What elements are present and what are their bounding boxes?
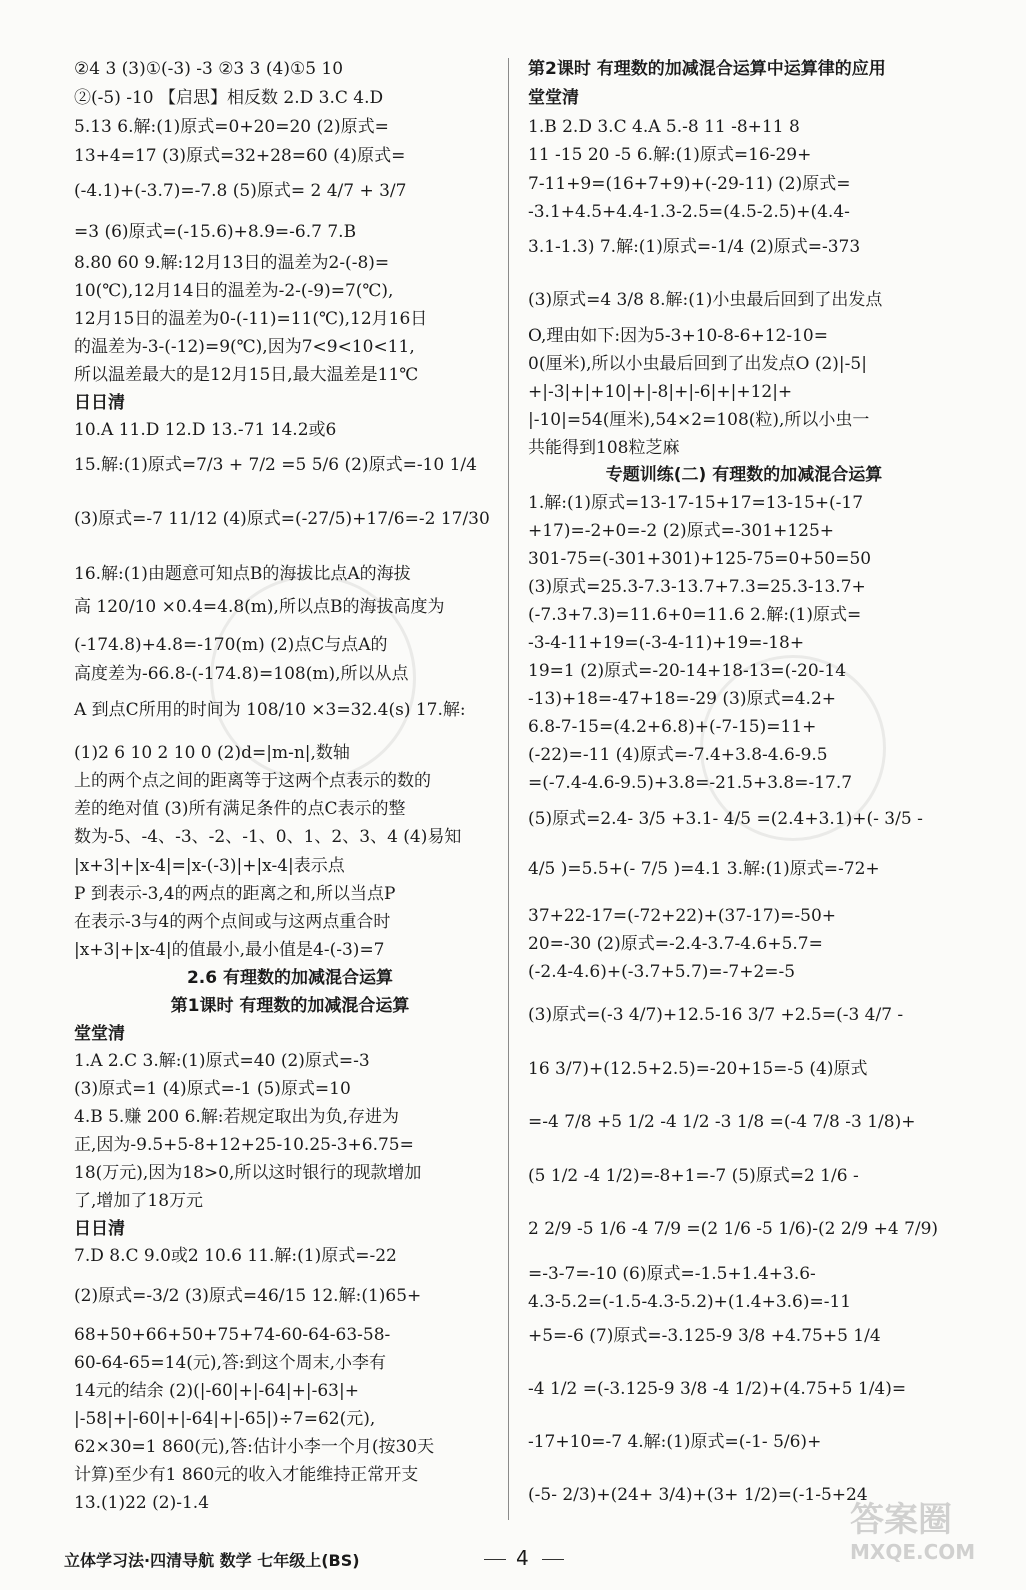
left-line: P 到表示-3,4的两点的距离之和,所以当点P	[74, 884, 396, 904]
left-line: 10.A 11.D 12.D 13.-71 14.2或6	[74, 420, 337, 440]
left-line: 所以温差最大的是12月15日,最大温差是11℃	[74, 365, 419, 385]
left-line: 60-64-65=14(元),答:到这个周末,小李有	[74, 1353, 387, 1373]
right-line: 2 2/9 -5 1/6 -4 7/9 =(2 1/6 -5 1/6)-(2 2/9 +4 7/9)	[528, 1219, 939, 1239]
right-line: =(-7.4-4.6-9.5)+3.8=-21.5+3.8=-17.7	[528, 773, 853, 793]
left-line: 12月15日的温差为0-(-11)=11(℃),12月16日	[74, 309, 428, 329]
right-line: +5=-6 (7)原式=-3.125-9 3/8 +4.75+5 1/4	[528, 1326, 881, 1346]
right-line: 堂堂清	[528, 88, 579, 108]
right-line: -3.1+4.5+4.4-1.3-2.5=(4.5-2.5)+(4.4-	[528, 202, 850, 222]
left-line: (2)原式=-3/2 (3)原式=46/15 12.解:(1)65+	[74, 1286, 422, 1306]
right-line: 0(厘米),所以小虫最后回到了出发点O (2)|-5|	[528, 354, 867, 374]
right-line: (-7.3+7.3)=11.6+0=11.6 2.解:(1)原式=	[528, 605, 862, 625]
right-line: (3)原式=4 3/8 8.解:(1)小虫最后回到了出发点	[528, 290, 883, 310]
right-line: 7-11+9=(16+7+9)+(-29-11) (2)原式=	[528, 174, 851, 194]
right-line: 4.3-5.2=(-1.5-4.3-5.2)+(1.4+3.6)=-11	[528, 1292, 852, 1312]
left-line: (-174.8)+4.8=-170(m) (2)点C与点A的	[74, 635, 388, 655]
left-line: 5.13 6.解:(1)原式=0+20=20 (2)原式=	[74, 117, 389, 137]
right-line: 共能得到108粒芝麻	[528, 438, 680, 458]
left-line: 堂堂清	[74, 1024, 125, 1044]
watermark-logo: 答案圈 MXQE.COM	[850, 1500, 976, 1564]
right-line: =-3-7=-10 (6)原式=-1.5+1.4+3.6-	[528, 1264, 816, 1284]
right-line: =-4 7/8 +5 1/2 -4 1/2 -3 1/8 =(-4 7/8 -3 1/8)+	[528, 1112, 916, 1132]
right-line: 第2课时 有理数的加减混合运算中运算律的应用	[528, 59, 886, 79]
left-line: =3 (6)原式=(-15.6)+8.9=-6.7 7.B	[74, 222, 357, 242]
right-line: 37+22-17=(-72+22)+(37-17)=-50+	[528, 906, 837, 926]
left-line: (3)原式=-7 11/12 (4)原式=(-27/5)+17/6=-2 17/30	[74, 509, 490, 529]
left-line: 日日清	[74, 1219, 125, 1239]
left-line: 4.B 5.赚 200 6.解:若规定取出为负,存进为	[74, 1107, 399, 1127]
right-section-heading: 专题训练(二) 有理数的加减混合运算	[605, 465, 883, 485]
left-line: 15.解:(1)原式=7/3 + 7/2 =5 5/6 (2)原式=-10 1/4	[74, 455, 477, 475]
right-line: (3)原式=25.3-7.3-13.7+7.3=25.3-13.7+	[528, 577, 866, 597]
left-line: 13+4=17 (3)原式=32+28=60 (4)原式=	[74, 146, 406, 166]
right-line: (-22)=-11 (4)原式=-7.4+3.8-4.6-9.5	[528, 745, 828, 765]
left-line: |-58|+|-60|+|-64|+|-65|)÷7=62(元),	[74, 1409, 376, 1429]
right-line: -3-4-11+19=(-3-4-11)+19=-18+	[528, 633, 805, 653]
left-line: 差的绝对值 (3)所有满足条件的点C表示的整	[74, 799, 406, 819]
right-line: 6.8-7-15=(4.2+6.8)+(-7-15)=11+	[528, 717, 817, 737]
right-line: 3.1-1.3) 7.解:(1)原式=-1/4 (2)原式=-373	[528, 237, 861, 257]
right-line: (-5- 2/3)+(24+ 3/4)+(3+ 1/2)=(-1-5+24	[528, 1485, 868, 1505]
right-line: 1.B 2.D 3.C 4.A 5.-8 11 -8+11 8	[528, 117, 800, 137]
right-line: (5 1/2 -4 1/2)=-8+1=-7 (5)原式=2 1/6 -	[528, 1166, 859, 1186]
right-line: 16 3/7)+(12.5+2.5)=-20+15=-5 (4)原式	[528, 1059, 868, 1079]
left-line: 62×30=1 860(元),答:估计小李一个月(按30天	[74, 1437, 435, 1457]
right-line: -4 1/2 =(-3.125-9 3/8 -4 1/2)+(4.75+5 1/4)=	[528, 1379, 907, 1399]
left-line: (1)2 6 10 2 10 0 (2)d=|m-n|,数轴	[74, 743, 350, 763]
left-line: 14元的结余 (2)(|-60|+|-64|+|-63|+	[74, 1381, 359, 1401]
page-number: 4	[516, 1546, 529, 1570]
left-line: 在表示-3与4的两个点间或与这两点重合时	[74, 912, 391, 932]
left-line: A 到点C所用的时间为 108/10 ×3=32.4(s) 17.解:	[74, 700, 466, 720]
right-line: 20=-30 (2)原式=-2.4-3.7-4.6+5.7=	[528, 934, 823, 954]
right-line: 19=1 (2)原式=-20-14+18-13=(-20-14	[528, 661, 847, 681]
right-line: 11 -15 20 -5 6.解:(1)原式=16-29+	[528, 145, 812, 165]
left-line: 上的两个点之间的距离等于这两个点表示的数的	[74, 771, 431, 791]
footer-title: 立体学习法·四清导航 数学 七年级上(BS)	[64, 1551, 360, 1570]
right-line: 301-75=(-301+301)+125-75=0+50=50	[528, 549, 872, 569]
left-section-heading: 第1课时 有理数的加减混合运算	[170, 996, 410, 1016]
left-line: 7.D 8.C 9.0或2 10.6 11.解:(1)原式=-22	[74, 1246, 397, 1266]
left-line: 10(℃),12月14日的温差为-2-(-9)=7(℃),	[74, 281, 394, 301]
left-line: 18(万元),因为18>0,所以这时银行的现款增加	[74, 1163, 422, 1183]
right-line: O,理由如下:因为5-3+10-8-6+12-10=	[528, 326, 828, 346]
left-line: |x+3|+|x-4|的值最小,最小值是4-(-3)=7	[74, 940, 385, 960]
left-line: ②4 3 (3)①(-3) -3 ②3 3 (4)①5 10	[74, 59, 344, 79]
left-line: 16.解:(1)由题意可知点B的海拔比点A的海拔	[74, 564, 411, 584]
footer-dash-left	[484, 1559, 506, 1560]
right-line: (3)原式=(-3 4/7)+12.5-16 3/7 +2.5=(-3 4/7 -	[528, 1005, 904, 1025]
right-line: |-10|=54(厘米),54×2=108(粒),所以小虫一	[528, 410, 870, 430]
left-line: ②(-5) -10 【启思】相反数 2.D 3.C 4.D	[74, 88, 384, 108]
right-line: -13)+18=-47+18=-29 (3)原式=4.2+	[528, 689, 837, 709]
left-line: 了,增加了18万元	[74, 1191, 204, 1211]
left-line: (3)原式=1 (4)原式=-1 (5)原式=10	[74, 1079, 351, 1099]
right-line: 4/5 )=5.5+(- 7/5 )=4.1 3.解:(1)原式=-72+	[528, 859, 880, 879]
left-line: 正,因为-9.5+5-8+12+25-10.25-3+6.75=	[74, 1135, 414, 1155]
right-line: 1.解:(1)原式=13-17-15+17=13-15+(-17	[528, 493, 864, 513]
right-line: (5)原式=2.4- 3/5 +3.1- 4/5 =(2.4+3.1)+(- 3/5 -	[528, 809, 923, 829]
left-line: 13.(1)22 (2)-1.4	[74, 1493, 210, 1513]
left-line: 的温差为-3-(-12)=9(℃),因为7<9<10<11,	[74, 337, 415, 357]
column-divider	[508, 58, 509, 1520]
left-line: (-4.1)+(-3.7)=-7.8 (5)原式= 2 4/7 + 3/7	[74, 181, 407, 201]
right-line: (-2.4-4.6)+(-3.7+5.7)=-7+2=-5	[528, 962, 796, 982]
left-line: |x+3|+|x-4|=|x-(-3)|+|x-4|表示点	[74, 856, 345, 876]
left-line: 高 120/10 ×0.4=4.8(m),所以点B的海拔高度为	[74, 597, 445, 617]
left-line: 日日清	[74, 393, 125, 413]
left-line: 数为-5、-4、-3、-2、-1、0、1、2、3、4 (4)易知	[74, 827, 462, 847]
left-section-heading: 2.6 有理数的加减混合运算	[186, 968, 394, 988]
right-line: +|-3|+|+10|+|-8|+|-6|+|+12|+	[528, 382, 793, 402]
left-line: 68+50+66+50+75+74-60-64-63-58-	[74, 1325, 391, 1345]
left-line: 1.A 2.C 3.解:(1)原式=40 (2)原式=-3	[74, 1051, 370, 1071]
left-line: 高度差为-66.8-(-174.8)=108(m),所以从点	[74, 664, 409, 684]
left-line: 8.80 60 9.解:12月13日的温差为2-(-8)=	[74, 253, 390, 273]
right-line: -17+10=-7 4.解:(1)原式=(-1- 5/6)+	[528, 1432, 822, 1452]
left-line: 计算)至少有1 860元的收入才能维持正常开支	[74, 1465, 419, 1485]
footer-dash-right	[542, 1559, 564, 1560]
right-line: +17)=-2+0=-2 (2)原式=-301+125+	[528, 521, 835, 541]
